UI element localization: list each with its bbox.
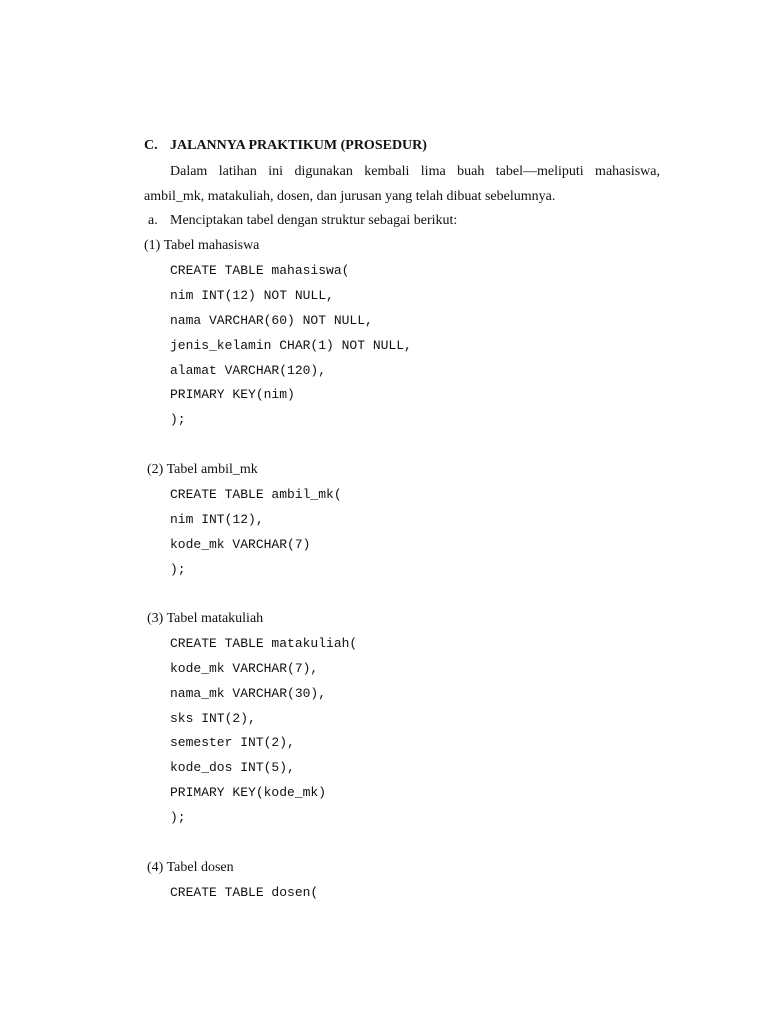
code-line: nama VARCHAR(60) NOT NULL, <box>170 313 373 328</box>
code-line: CREATE TABLE matakuliah( <box>170 636 358 651</box>
code-line: ); <box>170 412 186 427</box>
code-line: CREATE TABLE dosen( <box>170 885 319 900</box>
code-line: nama_mk VARCHAR(30), <box>170 686 327 701</box>
intro-paragraph: Dalam latihan ini digunakan kembali lima buah tabel—meliputi mahasiswa, ambil_mk, matakuliah, dosen, dan jurusan yang telah dibuat sebelumnya. <box>144 164 660 204</box>
table-heading-ambil-mk: (2) Tabel ambil_mk <box>147 462 258 477</box>
code-line: PRIMARY KEY(kode_mk) <box>170 785 327 800</box>
code-line: alamat VARCHAR(120), <box>170 363 327 378</box>
table-heading-mahasiswa: (1) Tabel mahasiswa <box>144 238 260 253</box>
table-heading-matakuliah: (3) Tabel matakuliah <box>147 611 264 626</box>
code-line: ); <box>170 810 186 825</box>
code-line: PRIMARY KEY(nim) <box>170 387 295 402</box>
section-title: JALANNYA PRAKTIKUM (PROSEDUR) <box>170 138 427 153</box>
code-line: CREATE TABLE mahasiswa( <box>170 263 350 278</box>
step-a-text: Menciptakan tabel dengan struktur sebagai berikut: <box>170 213 458 228</box>
step-a-marker: a. <box>148 213 158 228</box>
section-letter: C. <box>144 138 158 153</box>
code-line: jenis_kelamin CHAR(1) NOT NULL, <box>170 338 412 353</box>
code-line: CREATE TABLE ambil_mk( <box>170 487 342 502</box>
code-line: sks INT(2), <box>170 711 256 726</box>
code-line: nim INT(12) NOT NULL, <box>170 288 334 303</box>
code-line: ); <box>170 562 186 577</box>
code-line: nim INT(12), <box>170 512 264 527</box>
code-line: kode_mk VARCHAR(7) <box>170 537 311 552</box>
table-heading-dosen: (4) Tabel dosen <box>147 860 234 875</box>
code-line: semester INT(2), <box>170 735 295 750</box>
code-line: kode_mk VARCHAR(7), <box>170 661 319 676</box>
code-line: kode_dos INT(5), <box>170 760 295 775</box>
